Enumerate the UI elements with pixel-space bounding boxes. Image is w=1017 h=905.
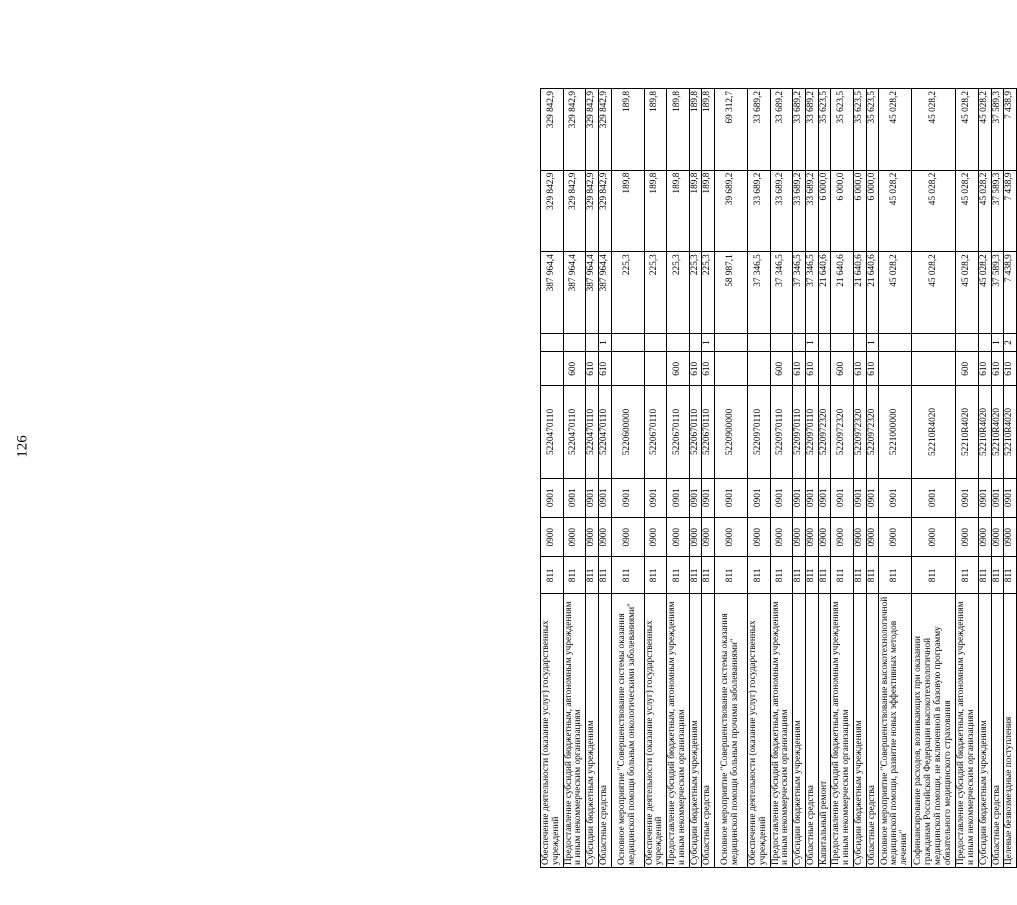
table-row	[912, 89, 956, 868]
target-article-cell: 5220972320	[866, 386, 879, 478]
amount-year2-cell: 329 842,9	[586, 170, 599, 252]
row-name-cell: Целевые безвозмездные поступления	[1004, 594, 1017, 868]
table-row	[991, 89, 1004, 868]
amount-year1-cell: 37 346,5	[770, 252, 793, 334]
section-code-cell: 0900	[991, 518, 1004, 557]
amount-year3-cell: 189,8	[644, 89, 667, 171]
amount-year3-cell: 33 689,2	[805, 89, 818, 171]
grbs-code-cell: 811	[978, 557, 991, 594]
section-code-cell: 0900	[715, 518, 748, 557]
amount-year1-cell: 225,3	[702, 252, 715, 334]
amount-year2-cell: 189,8	[702, 170, 715, 252]
section-code-cell: 0900	[748, 518, 771, 557]
expense-type-cell: 600	[831, 352, 854, 386]
amount-year3-cell: 189,8	[667, 89, 690, 171]
amount-year1-cell: 21 640,6	[818, 252, 831, 334]
source-code-cell	[748, 333, 771, 351]
amount-year1-cell: 45 028,2	[978, 252, 991, 334]
subsection-code-cell: 0901	[866, 478, 879, 517]
amount-year1-cell: 225,3	[611, 252, 644, 334]
row-name-cell: Предоставление субсидий бюджетным, автономным учреждениям и иным некоммерческим организациям	[770, 594, 793, 868]
section-code-cell: 0900	[853, 518, 866, 557]
budget-table-container	[540, 88, 1015, 868]
amount-year2-cell: 37 589,3	[991, 170, 1004, 252]
section-code-cell: 0900	[956, 518, 979, 557]
grbs-code-cell: 811	[715, 557, 748, 594]
row-name-cell: Областные средства	[805, 594, 818, 868]
amount-year2-cell: 329 842,9	[563, 170, 586, 252]
table-row	[563, 89, 586, 868]
expense-type-cell: 610	[586, 352, 599, 386]
table-row	[978, 89, 991, 868]
target-article-cell: 52210R4020	[978, 386, 991, 478]
section-code-cell: 0900	[818, 518, 831, 557]
page-number: 126	[14, 435, 31, 458]
row-name-cell: Предоставление субсидий бюджетным, автономным учреждениям и иным некоммерческим организациям	[831, 594, 854, 868]
target-article-cell: 5220972320	[818, 386, 831, 478]
amount-year2-cell: 189,8	[667, 170, 690, 252]
subsection-code-cell: 0901	[879, 478, 912, 517]
amount-year1-cell: 387 964,4	[598, 252, 611, 334]
amount-year2-cell: 33 689,2	[793, 170, 806, 252]
target-article-cell: 5220970110	[805, 386, 818, 478]
amount-year1-cell: 387 964,4	[563, 252, 586, 334]
amount-year2-cell: 329 842,9	[541, 170, 564, 252]
target-article-cell: 52210R4020	[991, 386, 1004, 478]
amount-year1-cell: 45 028,2	[956, 252, 979, 334]
target-article-cell: 5220600000	[611, 386, 644, 478]
row-name-cell: Областные средства	[702, 594, 715, 868]
expense-type-cell	[644, 352, 667, 386]
expense-type-cell	[715, 352, 748, 386]
target-article-cell: 5220972320	[853, 386, 866, 478]
grbs-code-cell: 811	[991, 557, 1004, 594]
amount-year3-cell: 37 589,3	[991, 89, 1004, 171]
table-body	[541, 89, 1017, 868]
target-article-cell: 52210R4020	[956, 386, 979, 478]
row-name-cell: Основное мероприятие "Совершенствование высокотехнологичной медицинской помощи, развитие новых эффективных методов лечения"	[879, 594, 912, 868]
expense-type-cell	[748, 352, 771, 386]
subsection-code-cell: 0901	[978, 478, 991, 517]
subsection-code-cell: 0901	[586, 478, 599, 517]
source-code-cell	[563, 333, 586, 351]
amount-year3-cell: 45 028,2	[956, 89, 979, 171]
section-code-cell: 0900	[667, 518, 690, 557]
grbs-code-cell: 811	[805, 557, 818, 594]
amount-year3-cell: 329 842,9	[563, 89, 586, 171]
grbs-code-cell: 811	[866, 557, 879, 594]
target-article-cell: 52210R4020	[912, 386, 956, 478]
section-code-cell: 0900	[793, 518, 806, 557]
amount-year2-cell: 6 000,0	[831, 170, 854, 252]
target-article-cell: 5220670110	[689, 386, 702, 478]
amount-year3-cell: 329 842,9	[541, 89, 564, 171]
amount-year2-cell: 7 438,9	[1004, 170, 1017, 252]
expense-type-cell: 610	[793, 352, 806, 386]
amount-year1-cell: 37 346,5	[748, 252, 771, 334]
amount-year3-cell: 33 689,2	[748, 89, 771, 171]
source-code-cell	[644, 333, 667, 351]
subsection-code-cell: 0901	[598, 478, 611, 517]
subsection-code-cell: 0901	[689, 478, 702, 517]
section-code-cell: 0900	[611, 518, 644, 557]
amount-year2-cell: 33 689,2	[805, 170, 818, 252]
target-article-cell: 5220670110	[702, 386, 715, 478]
target-article-cell: 5220470110	[541, 386, 564, 478]
grbs-code-cell: 811	[563, 557, 586, 594]
grbs-code-cell: 811	[956, 557, 979, 594]
subsection-code-cell: 0901	[805, 478, 818, 517]
row-name-cell: Областные средства	[866, 594, 879, 868]
amount-year2-cell: 33 689,2	[770, 170, 793, 252]
row-name-cell: Областные средства	[598, 594, 611, 868]
grbs-code-cell: 811	[853, 557, 866, 594]
amount-year2-cell: 45 028,2	[956, 170, 979, 252]
expense-type-cell	[611, 352, 644, 386]
expense-type-cell	[818, 352, 831, 386]
source-code-cell: 1	[866, 333, 879, 351]
source-code-cell: 1	[805, 333, 818, 351]
target-article-cell: 5220970110	[793, 386, 806, 478]
table-row	[689, 89, 702, 868]
source-code-cell: 2	[1004, 333, 1017, 351]
row-name-cell: Основное мероприятие "Совершенствование системы оказания медицинской помощи больным прочими заболеваниями"	[715, 594, 748, 868]
table-row	[866, 89, 879, 868]
amount-year1-cell: 225,3	[689, 252, 702, 334]
amount-year3-cell: 329 842,9	[586, 89, 599, 171]
table-row	[598, 89, 611, 868]
amount-year3-cell: 69 312,7	[715, 89, 748, 171]
table-row	[667, 89, 690, 868]
target-article-cell: 52210R4020	[1004, 386, 1017, 478]
target-article-cell: 5220470110	[586, 386, 599, 478]
row-name-cell: Софинансирование расходов, возникающих при оказании гражданам Российской Федерации высокотехнологичной медицинской помощи, не включенной в базовую программу обязательного медицинского страхования	[912, 594, 956, 868]
amount-year1-cell: 21 640,6	[866, 252, 879, 334]
amount-year2-cell: 39 689,2	[715, 170, 748, 252]
source-code-cell: 1	[598, 333, 611, 351]
target-article-cell: 5220972320	[831, 386, 854, 478]
expense-type-cell	[541, 352, 564, 386]
source-code-cell	[586, 333, 599, 351]
amount-year3-cell: 35 623,5	[831, 89, 854, 171]
source-code-cell	[770, 333, 793, 351]
section-code-cell: 0900	[978, 518, 991, 557]
expense-type-cell: 600	[956, 352, 979, 386]
table-row	[793, 89, 806, 868]
section-code-cell: 0900	[644, 518, 667, 557]
subsection-code-cell: 0901	[748, 478, 771, 517]
section-code-cell: 0900	[563, 518, 586, 557]
grbs-code-cell: 811	[748, 557, 771, 594]
target-article-cell: 5220970110	[770, 386, 793, 478]
subsection-code-cell: 0901	[793, 478, 806, 517]
table-row	[541, 89, 564, 868]
source-code-cell	[956, 333, 979, 351]
source-code-cell	[879, 333, 912, 351]
amount-year1-cell: 387 964,4	[586, 252, 599, 334]
expense-type-cell: 610	[866, 352, 879, 386]
source-code-cell: 1	[991, 333, 1004, 351]
amount-year1-cell: 21 640,6	[853, 252, 866, 334]
expense-type-cell: 600	[563, 352, 586, 386]
table-row	[715, 89, 748, 868]
row-name-cell: Предоставление субсидий бюджетным, автономным учреждениям и иным некоммерческим организациям	[667, 594, 690, 868]
grbs-code-cell: 811	[586, 557, 599, 594]
table-row	[879, 89, 912, 868]
row-name-cell: Субсидии бюджетным учреждениям	[689, 594, 702, 868]
target-article-cell: 5220670110	[667, 386, 690, 478]
grbs-code-cell: 811	[644, 557, 667, 594]
amount-year3-cell: 45 028,2	[879, 89, 912, 171]
subsection-code-cell: 0901	[563, 478, 586, 517]
subsection-code-cell: 0901	[1004, 478, 1017, 517]
section-code-cell: 0900	[805, 518, 818, 557]
amount-year3-cell: 35 623,5	[866, 89, 879, 171]
section-code-cell: 0900	[866, 518, 879, 557]
grbs-code-cell: 811	[598, 557, 611, 594]
expense-type-cell: 610	[978, 352, 991, 386]
table-row	[1004, 89, 1017, 868]
amount-year2-cell: 189,8	[689, 170, 702, 252]
amount-year1-cell: 7 438,9	[1004, 252, 1017, 334]
grbs-code-cell: 811	[611, 557, 644, 594]
section-code-cell: 0900	[879, 518, 912, 557]
subsection-code-cell: 0901	[818, 478, 831, 517]
subsection-code-cell: 0901	[667, 478, 690, 517]
row-name-cell: Обеспечение деятельности (оказание услуг) государственных учреждений	[644, 594, 667, 868]
amount-year2-cell: 6 000,0	[818, 170, 831, 252]
section-code-cell: 0900	[541, 518, 564, 557]
amount-year1-cell: 225,3	[667, 252, 690, 334]
amount-year2-cell: 33 689,2	[748, 170, 771, 252]
amount-year2-cell: 189,8	[611, 170, 644, 252]
subsection-code-cell: 0901	[831, 478, 854, 517]
section-code-cell: 0900	[770, 518, 793, 557]
grbs-code-cell: 811	[879, 557, 912, 594]
amount-year3-cell: 189,8	[702, 89, 715, 171]
amount-year1-cell: 45 028,2	[879, 252, 912, 334]
section-code-cell: 0900	[1004, 518, 1017, 557]
source-code-cell	[793, 333, 806, 351]
expense-type-cell: 610	[702, 352, 715, 386]
grbs-code-cell: 811	[912, 557, 956, 594]
amount-year3-cell: 329 842,9	[598, 89, 611, 171]
subsection-code-cell: 0901	[853, 478, 866, 517]
table-row	[853, 89, 866, 868]
amount-year3-cell: 33 689,2	[770, 89, 793, 171]
amount-year3-cell: 189,8	[611, 89, 644, 171]
table-row	[644, 89, 667, 868]
amount-year2-cell: 45 028,2	[978, 170, 991, 252]
target-article-cell: 5220900000	[715, 386, 748, 478]
source-code-cell	[818, 333, 831, 351]
amount-year3-cell: 7 438,9	[1004, 89, 1017, 171]
expense-type-cell	[879, 352, 912, 386]
section-code-cell: 0900	[689, 518, 702, 557]
amount-year3-cell: 45 028,2	[912, 89, 956, 171]
table-row	[805, 89, 818, 868]
section-code-cell: 0900	[586, 518, 599, 557]
subsection-code-cell: 0901	[956, 478, 979, 517]
table-row	[818, 89, 831, 868]
table-row	[770, 89, 793, 868]
grbs-code-cell: 811	[689, 557, 702, 594]
target-article-cell: 5220970110	[748, 386, 771, 478]
row-name-cell: Субсидии бюджетным учреждениям	[793, 594, 806, 868]
table-row	[956, 89, 979, 868]
section-code-cell: 0900	[912, 518, 956, 557]
subsection-code-cell: 0901	[541, 478, 564, 517]
amount-year1-cell: 45 028,2	[912, 252, 956, 334]
table-row	[586, 89, 599, 868]
row-name-cell: Субсидии бюджетным учреждениям	[853, 594, 866, 868]
source-code-cell	[689, 333, 702, 351]
amount-year2-cell: 6 000,0	[866, 170, 879, 252]
target-article-cell: 5220470110	[598, 386, 611, 478]
row-name-cell: Капитальный ремонт	[818, 594, 831, 868]
subsection-code-cell: 0901	[770, 478, 793, 517]
amount-year2-cell: 329 842,9	[598, 170, 611, 252]
section-code-cell: 0900	[598, 518, 611, 557]
budget-table	[540, 88, 1017, 868]
amount-year1-cell: 37 346,5	[793, 252, 806, 334]
expense-type-cell: 610	[689, 352, 702, 386]
row-name-cell: Обеспечение деятельности (оказание услуг) государственных учреждений	[748, 594, 771, 868]
amount-year2-cell: 45 028,2	[879, 170, 912, 252]
source-code-cell	[912, 333, 956, 351]
amount-year1-cell: 387 964,4	[541, 252, 564, 334]
row-name-cell: Субсидии бюджетным учреждениям	[978, 594, 991, 868]
source-code-cell: 1	[702, 333, 715, 351]
source-code-cell	[853, 333, 866, 351]
row-name-cell: Областные средства	[991, 594, 1004, 868]
amount-year3-cell: 35 623,5	[853, 89, 866, 171]
section-code-cell: 0900	[702, 518, 715, 557]
expense-type-cell: 610	[853, 352, 866, 386]
source-code-cell	[978, 333, 991, 351]
row-name-cell: Основное мероприятие "Совершенствование системы оказания медицинской помощи больным онкологическими заболеваниями"	[611, 594, 644, 868]
grbs-code-cell: 811	[702, 557, 715, 594]
amount-year1-cell: 37 589,3	[991, 252, 1004, 334]
grbs-code-cell: 811	[541, 557, 564, 594]
target-article-cell: 5220670110	[644, 386, 667, 478]
amount-year1-cell: 21 640,6	[831, 252, 854, 334]
table-row	[831, 89, 854, 868]
row-name-cell: Предоставление субсидий бюджетным, автономным учреждениям и иным некоммерческим организациям	[956, 594, 979, 868]
table-row	[702, 89, 715, 868]
target-article-cell: 5220470110	[563, 386, 586, 478]
subsection-code-cell: 0901	[644, 478, 667, 517]
amount-year3-cell: 45 028,2	[978, 89, 991, 171]
amount-year3-cell: 35 623,5	[818, 89, 831, 171]
grbs-code-cell: 811	[667, 557, 690, 594]
expense-type-cell: 610	[991, 352, 1004, 386]
row-name-cell: Субсидии бюджетным учреждениям	[586, 594, 599, 868]
source-code-cell	[715, 333, 748, 351]
expense-type-cell	[912, 352, 956, 386]
target-article-cell: 5221000000	[879, 386, 912, 478]
expense-type-cell: 610	[598, 352, 611, 386]
amount-year3-cell: 189,8	[689, 89, 702, 171]
subsection-code-cell: 0901	[715, 478, 748, 517]
grbs-code-cell: 811	[831, 557, 854, 594]
expense-type-cell: 600	[667, 352, 690, 386]
expense-type-cell: 600	[770, 352, 793, 386]
subsection-code-cell: 0901	[611, 478, 644, 517]
row-name-cell: Предоставление субсидий бюджетным, автономным учреждениям и иным некоммерческим организациям	[563, 594, 586, 868]
amount-year1-cell: 58 987,1	[715, 252, 748, 334]
section-code-cell: 0900	[831, 518, 854, 557]
row-name-cell: Обеспечение деятельности (оказание услуг) государственных учреждений	[541, 594, 564, 868]
expense-type-cell: 610	[1004, 352, 1017, 386]
table-row	[611, 89, 644, 868]
amount-year2-cell: 45 028,2	[912, 170, 956, 252]
expense-type-cell: 610	[805, 352, 818, 386]
amount-year2-cell: 189,8	[644, 170, 667, 252]
grbs-code-cell: 811	[793, 557, 806, 594]
table-row	[748, 89, 771, 868]
amount-year1-cell: 37 346,5	[805, 252, 818, 334]
source-code-cell	[667, 333, 690, 351]
amount-year2-cell: 6 000,0	[853, 170, 866, 252]
source-code-cell	[611, 333, 644, 351]
grbs-code-cell: 811	[1004, 557, 1017, 594]
amount-year3-cell: 33 689,2	[793, 89, 806, 171]
amount-year1-cell: 225,3	[644, 252, 667, 334]
source-code-cell	[831, 333, 854, 351]
grbs-code-cell: 811	[770, 557, 793, 594]
subsection-code-cell: 0901	[991, 478, 1004, 517]
subsection-code-cell: 0901	[702, 478, 715, 517]
grbs-code-cell: 811	[818, 557, 831, 594]
subsection-code-cell: 0901	[912, 478, 956, 517]
source-code-cell	[541, 333, 564, 351]
